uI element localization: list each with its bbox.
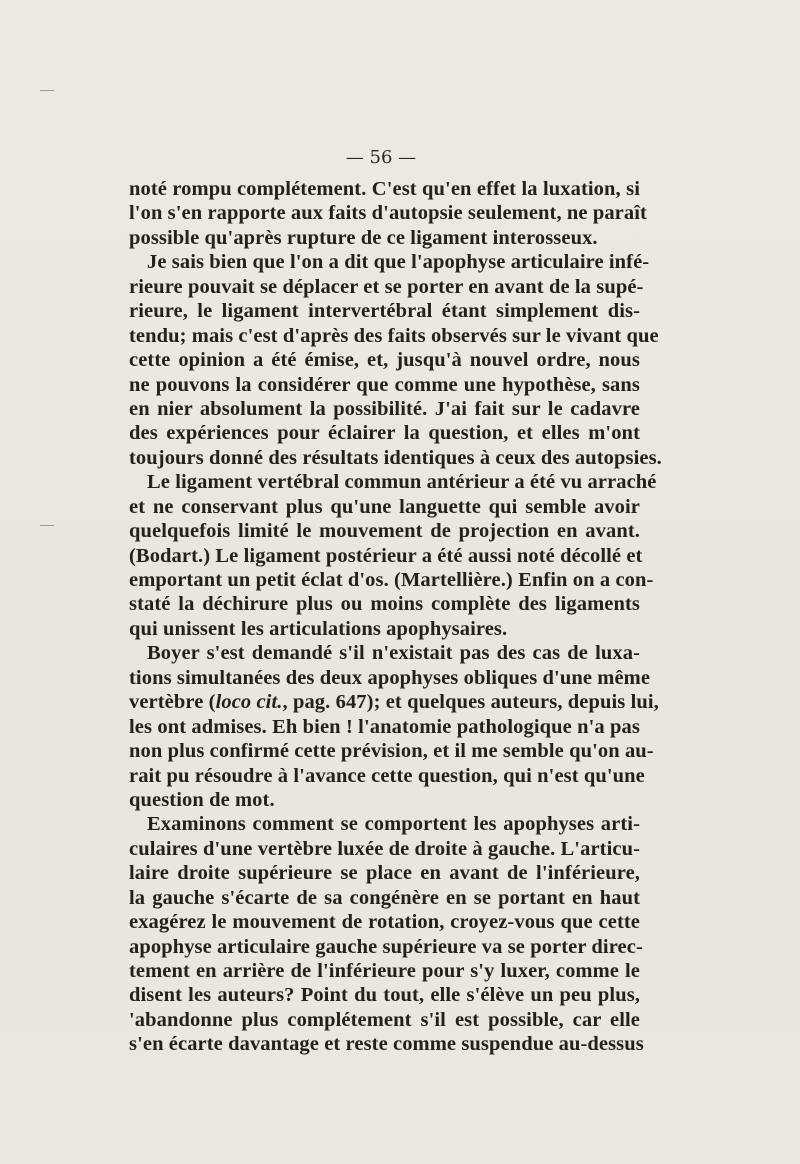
text-line: toujours donné des résultats identiques à ceux des autopsies. <box>129 446 662 469</box>
text-line: des expériences pour éclairer la question, et elles m'ont <box>129 422 640 445</box>
text-line: ne pouvons la considérer que comme une hypothèse, sans <box>129 373 640 396</box>
text-line: apophyse articulaire gauche supérieure va se porter direc- <box>129 935 643 958</box>
margin-mark <box>40 525 54 526</box>
text-line: tions simultanées des deux apophyses obliques d'une même <box>129 666 651 689</box>
text-line: non plus confirmé cette prévision, et il me semble qu'on au- <box>129 740 654 763</box>
text-line: (Bodart.) Le ligament postérieur a été aussi noté décollé et <box>129 544 643 567</box>
text-line: culaires d'une vertèbre luxée de droite à gauche. L'articu- <box>129 837 640 860</box>
text-line: possible qu'après rupture de ce ligament interosseux. <box>129 226 598 249</box>
text-line: disent les auteurs? Point du tout, elle s'élève un peu plus, <box>129 984 640 1007</box>
text-line: vertèbre (loco cit., pag. 647); et quelques auteurs, depuis lui, <box>129 691 659 714</box>
text-line: s'en écarte davantage et reste comme suspendue au-dessus <box>129 1033 644 1056</box>
text-line: emportant un petit éclat d'os. (Martellière.) Enfin on a con- <box>129 569 654 591</box>
text-line: question de mot. <box>129 788 275 811</box>
text-line: exagérez le mouvement de rotation, croyez-vous que cette <box>129 911 640 934</box>
text-line: l'on s'en rapporte aux faits d'autopsie seulement, ne paraît <box>129 202 647 225</box>
text-line: et ne conservant plus qu'une languette qui semble avoir <box>129 495 640 518</box>
text-line: les ont admises. Eh bien ! l'anatomie pathologique n'a pas <box>129 715 640 738</box>
text-line: Le ligament vertébral commun antérieur a été vu arraché <box>147 471 657 494</box>
margin-mark <box>40 90 54 91</box>
text-line: en nier absolument la possibilité. J'ai fait sur le cadavre <box>129 397 640 420</box>
text-line: Examinons comment se comportent les apophyses arti- <box>147 813 640 836</box>
text-line: 'abandonne plus complétement s'il est possible, car elle <box>129 1008 640 1031</box>
text-line: quelquefois limité le mouvement de projection en avant. <box>129 520 640 543</box>
text-line: Boyer s'est demandé s'il n'existait pas des cas de luxa- <box>147 642 640 665</box>
page-number: — 56 — <box>345 147 417 168</box>
text-line: qui unissent les articulations apophysaires. <box>129 617 508 640</box>
body-text <box>129 177 662 1057</box>
text-line: tendu; mais c'est d'après des faits observés sur le vivant que <box>129 324 659 347</box>
text-line: rieure, le ligament intervertébral étant simplement dis- <box>129 300 640 323</box>
text-line: rieure pouvait se déplacer et se porter en avant de la supé- <box>129 275 644 298</box>
text-line: noté rompu complétement. C'est qu'en effet la luxation, si <box>129 178 640 200</box>
text-line: laire droite supérieure se place en avant de l'inférieure, <box>129 862 640 885</box>
text-line: la gauche s'écarte de sa congénère en se portant en haut <box>129 886 640 909</box>
text-line: staté la déchirure plus ou moins complète des ligaments <box>129 593 640 616</box>
text-line: rait pu résoudre à l'avance cette question, qui n'est qu'une <box>129 764 645 787</box>
text-line: tement en arrière de l'inférieure pour s'y luxer, comme le <box>129 960 640 982</box>
text-line: cette opinion a été émise, et, jusqu'à nouvel ordre, nous <box>129 349 640 372</box>
text-line: Je sais bien que l'on a dit que l'apophyse articulaire infé- <box>147 251 650 274</box>
